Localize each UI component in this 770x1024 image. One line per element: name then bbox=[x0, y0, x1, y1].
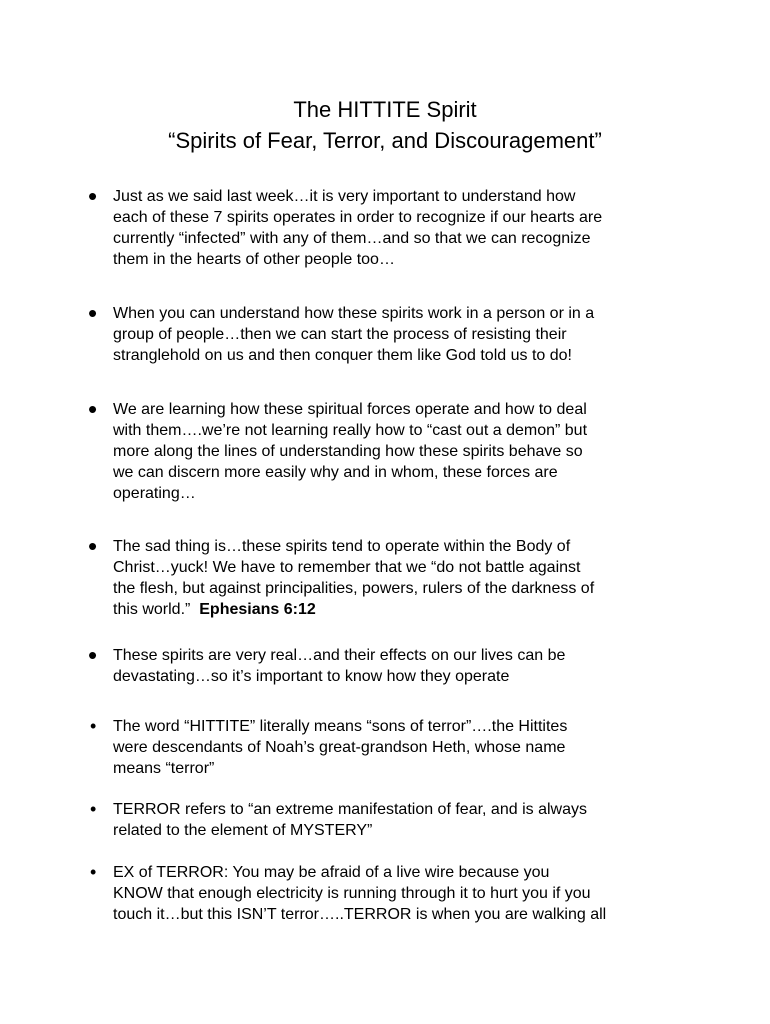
text-line: more along the lines of understanding how these spirits behave so bbox=[113, 443, 583, 460]
bullet-icon: • bbox=[90, 716, 97, 736]
list-item-text bbox=[113, 862, 693, 925]
text-line: touch it…but this ISN’T terror…..TERROR is when you are walking all bbox=[113, 906, 607, 923]
text-line: Christ…yuck! We have to remember that we “do not battle against bbox=[113, 559, 581, 576]
scripture-reference: Ephesians 6:12 bbox=[199, 601, 316, 618]
list-item-text bbox=[113, 799, 693, 841]
text-line: KNOW that enough electricity is running through it to hurt you if you bbox=[113, 885, 591, 902]
page-title: The HITTITE Spirit bbox=[293, 97, 477, 122]
text-line: The word “HITTITE” literally means “sons of terror”….the Hittites bbox=[113, 718, 568, 735]
list-item-text bbox=[113, 716, 693, 779]
text-line: The sad thing is…these spirits tend to operate within the Body of bbox=[113, 538, 571, 555]
bullet-icon: • bbox=[88, 394, 98, 424]
text-line: These spirits are very real…and their effects on our lives can be bbox=[113, 647, 566, 664]
bullet-icon: • bbox=[88, 531, 98, 561]
title-block bbox=[0, 94, 770, 156]
text-line: We are learning how these spiritual forces operate and how to deal bbox=[113, 401, 587, 418]
bullet-icon: • bbox=[88, 298, 98, 328]
list-item-text bbox=[113, 399, 693, 504]
page-subtitle: “Spirits of Fear, Terror, and Discouragement” bbox=[168, 128, 602, 153]
text-line: currently “infected” with any of them…and so that we can recognize bbox=[113, 230, 591, 247]
bullet-icon: • bbox=[90, 799, 97, 819]
text-line: related to the element of MYSTERY” bbox=[113, 822, 373, 839]
text-line: devastating…so it’s important to know how they operate bbox=[113, 668, 510, 685]
text-line: When you can understand how these spirits work in a person or in a bbox=[113, 305, 595, 322]
list-item-text bbox=[113, 645, 693, 687]
text-line: Just as we said last week…it is very important to understand how bbox=[113, 188, 576, 205]
text-line: group of people…then we can start the process of resisting their bbox=[113, 326, 567, 343]
bullet-icon: • bbox=[88, 181, 98, 211]
text-line: stranglehold on us and then conquer them like God told us to do! bbox=[113, 347, 572, 364]
text-line bbox=[113, 599, 693, 620]
list-item-text bbox=[113, 536, 693, 620]
text-line: with them….we’re not learning really how to “cast out a demon” but bbox=[113, 422, 588, 439]
text-line: them in the hearts of other people too… bbox=[113, 251, 395, 268]
text-line: the flesh, but against principalities, powers, rulers of the darkness of bbox=[113, 580, 595, 597]
text-line: EX of TERROR: You may be afraid of a live wire because you bbox=[113, 864, 550, 881]
text-line: we can discern more easily why and in whom, these forces are bbox=[113, 464, 558, 481]
text-line: were descendants of Noah’s great-grandson Heth, whose name bbox=[113, 739, 566, 756]
text-segment: this world.” bbox=[113, 601, 200, 618]
text-line: means “terror” bbox=[113, 760, 215, 777]
text-line: each of these 7 spirits operates in order to recognize if our hearts are bbox=[113, 209, 603, 226]
list-item-text bbox=[113, 186, 693, 270]
text-line: TERROR refers to “an extreme manifestation of fear, and is always bbox=[113, 801, 587, 818]
bullet-icon: • bbox=[88, 640, 98, 670]
bullet-icon: • bbox=[90, 862, 97, 882]
text-line: operating… bbox=[113, 485, 196, 502]
list-item-text bbox=[113, 303, 693, 366]
